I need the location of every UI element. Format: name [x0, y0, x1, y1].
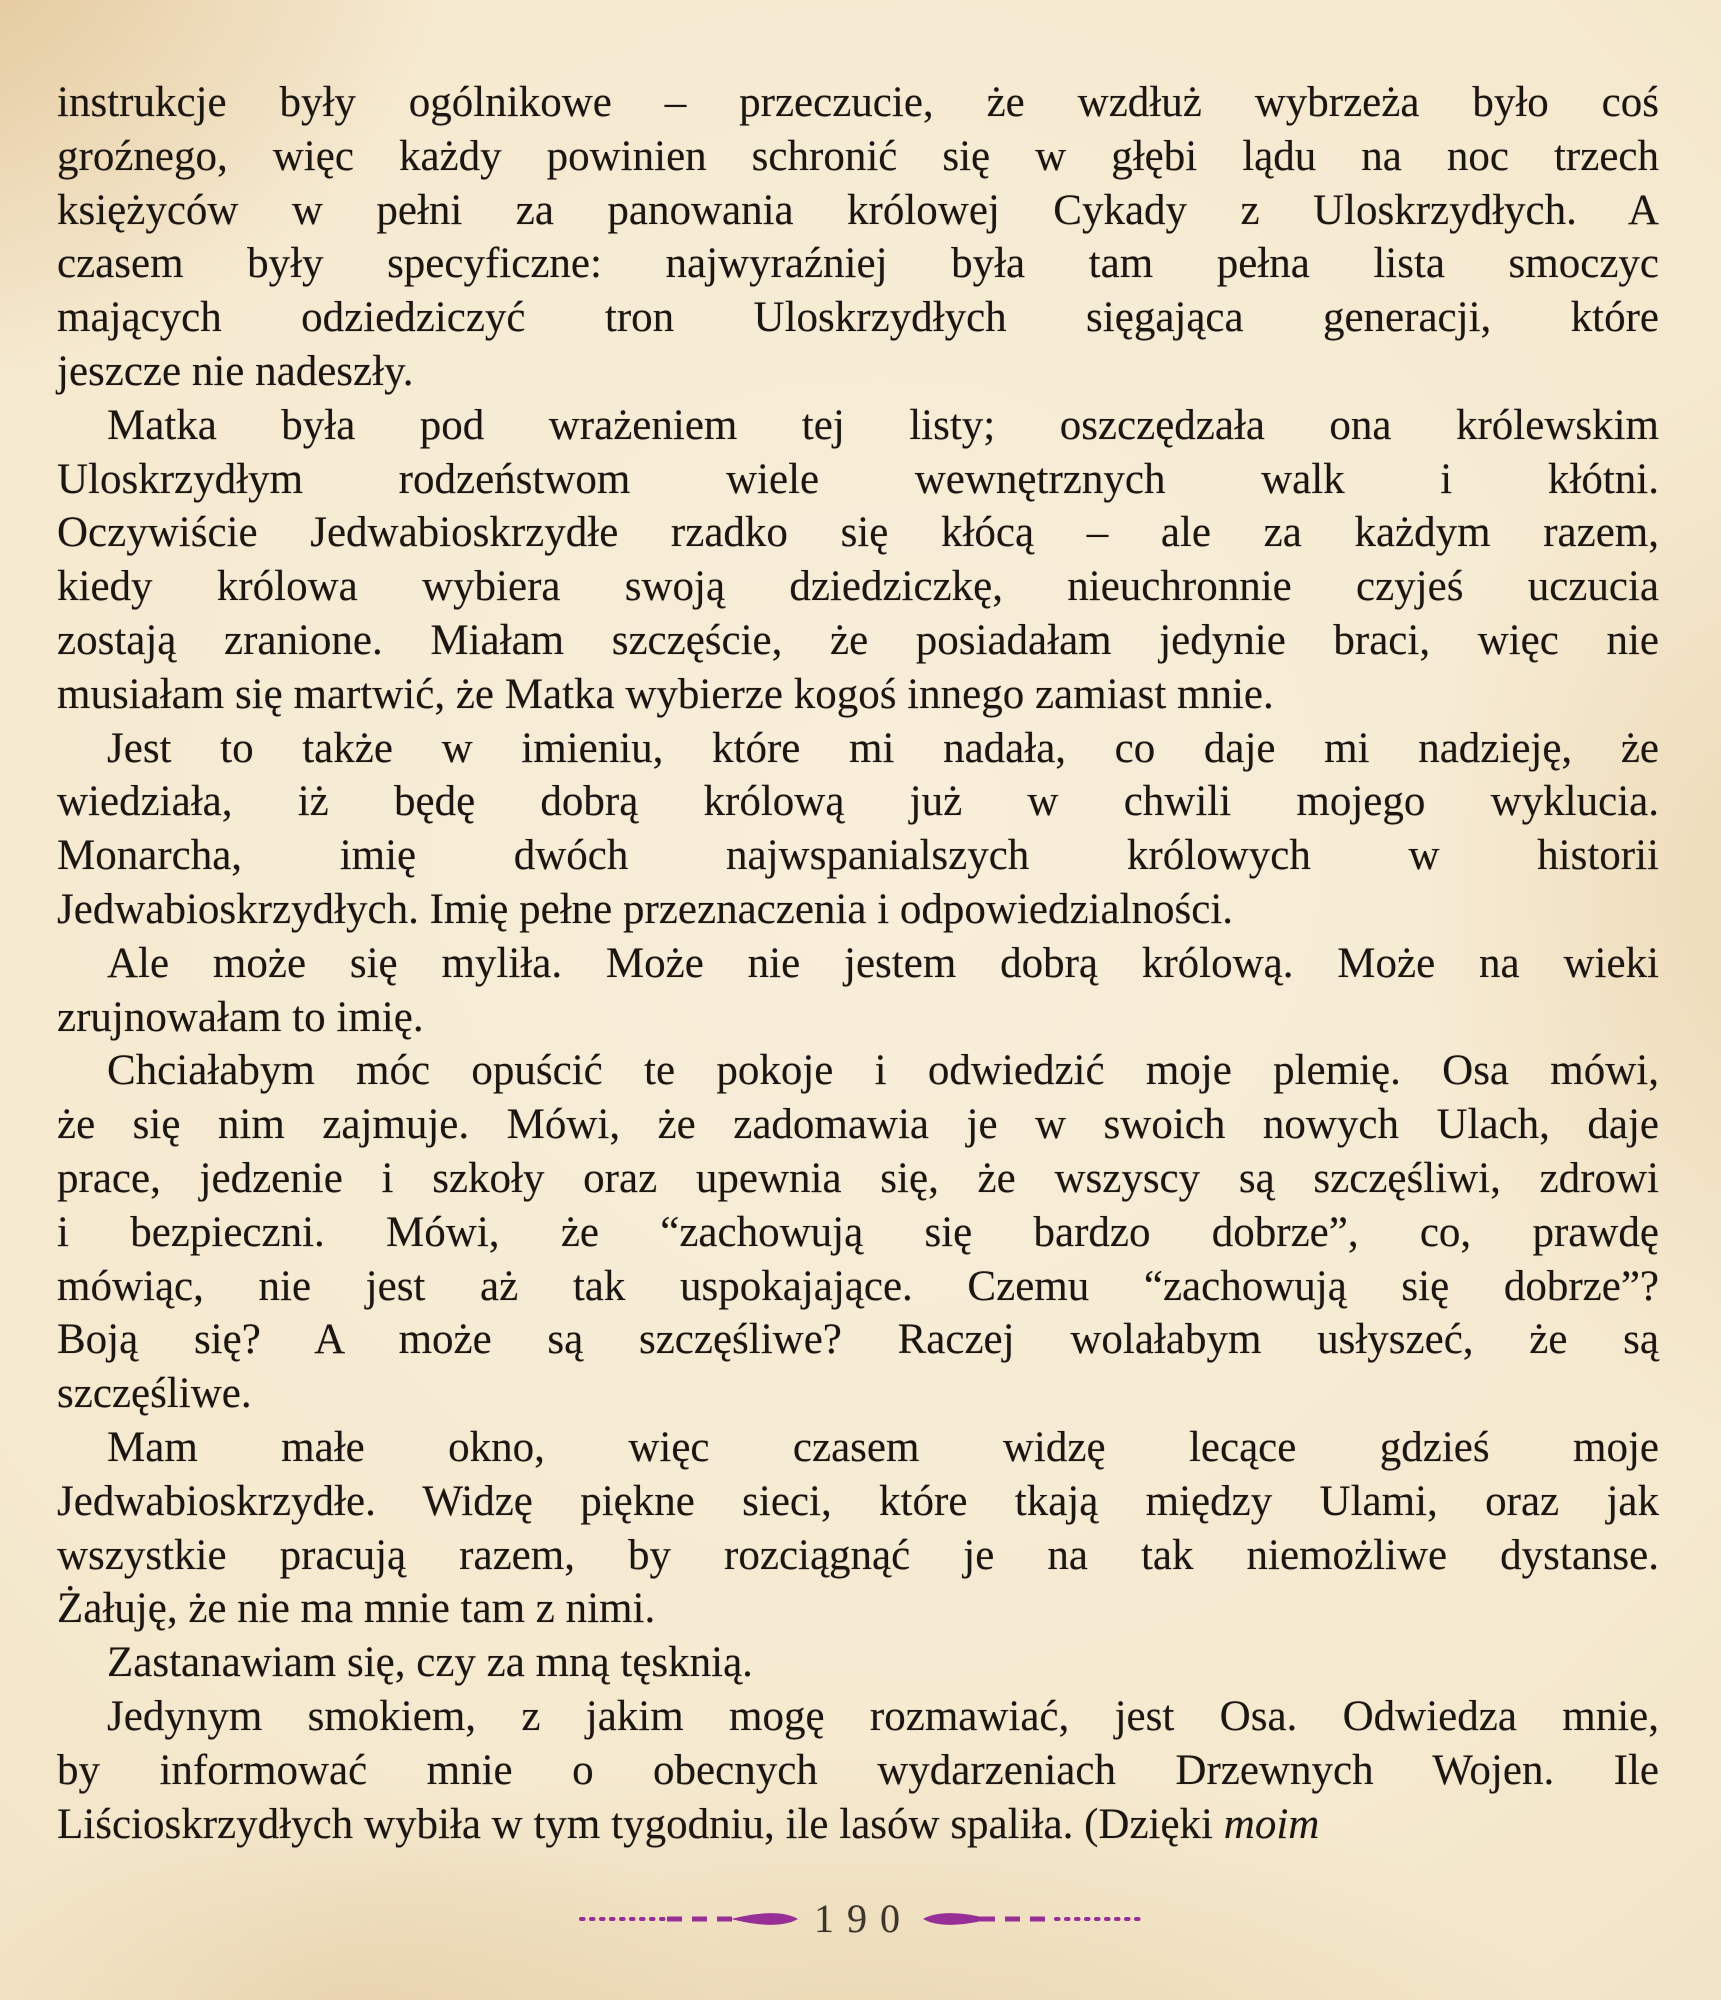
paragraph	[57, 399, 1659, 722]
text-line: Żałuję, że nie ma mnie tam z nimi.	[57, 1585, 656, 1633]
text-line: prace, jedzenie i szkoły oraz upewnia się, że wszyscy są szczęśliwi, zdrowi	[57, 1154, 1659, 1202]
text-column	[57, 76, 1659, 1851]
paragraph	[57, 1421, 1659, 1636]
divider-left-ornament-icon	[579, 1910, 801, 1928]
text-line: Zastanawiam się, czy za mną tęsknią.	[107, 1639, 753, 1687]
italic-text: moim	[1223, 1800, 1320, 1848]
text-line: kiedy królowa wybiera swoją dziedziczkę, nieuchronnie czyjeś uczucia	[57, 563, 1659, 611]
text-line: Jedwabioskrzydłe. Widzę piękne sieci, które tkają między Ulami, oraz jak	[57, 1477, 1659, 1525]
text-line: Matka była pod wrażeniem tej listy; oszczędzała ona królewskim	[107, 401, 1659, 449]
text-line: że się nim zajmuje. Mówi, że zadomawia je w swoich nowych Ulach, daje	[57, 1101, 1659, 1149]
text-line: mówiąc, nie jest aż tak uspokajające. Czemu “zachowują się dobrze”?	[57, 1262, 1659, 1310]
text-line: Mam małe okno, więc czasem widzę lecące gdzieś moje	[107, 1423, 1659, 1471]
paragraph	[57, 722, 1659, 937]
text-line: Ale może się myliła. Może nie jestem dobrą królową. Może na wieki	[107, 939, 1659, 987]
paragraph	[57, 1636, 1659, 1690]
text-line: Oczywiście Jedwabioskrzydłe rzadko się kłócą – ale za każdym razem,	[57, 509, 1659, 557]
text-line: by informować mnie o obecnych wydarzeniach Drzewnych Wojen. Ile	[57, 1746, 1659, 1794]
text-line: księżyców w pełni za panowania królowej Cykady z Uloskrzydłych. A	[57, 186, 1659, 234]
paragraph	[57, 76, 1659, 399]
paragraph	[57, 1044, 1659, 1421]
paragraph	[57, 1690, 1659, 1851]
page-footer	[0, 1896, 1721, 1941]
text-line: czasem były specyficzne: najwyraźniej była tam pełna lista smoczyc	[57, 240, 1659, 288]
text-line: mających odziedziczyć tron Uloskrzydłych sięgająca generacji, które	[57, 294, 1659, 342]
text-line: groźnego, więc każdy powinien schronić się w głębi lądu na noc trzech	[57, 132, 1659, 180]
page-number: 190	[814, 1896, 913, 1941]
text-line	[57, 1798, 1659, 1852]
text-line: wszystkie pracują razem, by rozciągnąć je na tak niemożliwe dystanse.	[57, 1531, 1659, 1579]
text-line: i bezpieczni. Mówi, że “zachowują się bardzo dobrze”, co, prawdę	[57, 1208, 1659, 1256]
text-line: szczęśliwe.	[57, 1370, 252, 1418]
text-line: Jedynym smokiem, z jakim mogę rozmawiać, jest Osa. Odwiedza mnie,	[107, 1692, 1659, 1740]
text-line: musiałam się martwić, że Matka wybierze kogoś innego zamiast mnie.	[57, 670, 1274, 718]
text-line: Jest to także w imieniu, które mi nadała, co daje mi nadzieję, że	[107, 724, 1659, 772]
text-segment: Liścioskrzydłych wybiła w tym tygodniu, ile lasów spaliła. (Dzięki	[57, 1800, 1224, 1848]
text-line: zostają zranione. Miałam szczęście, że posiadałam jedynie braci, więc nie	[57, 616, 1659, 664]
divider-right-ornament-icon	[920, 1910, 1142, 1928]
text-line: Boją się? A może są szczęśliwe? Raczej wolałabym usłyszeć, że są	[57, 1316, 1659, 1364]
text-line: instrukcje były ogólnikowe – przeczucie, że wzdłuż wybrzeża było coś	[57, 79, 1659, 126]
text-line: jeszcze nie nadeszły.	[57, 347, 414, 395]
paragraph	[57, 937, 1659, 1045]
text-line: Jedwabioskrzydłych. Imię pełne przeznaczenia i odpowiedzialności.	[57, 885, 1234, 933]
text-line: Chciałabym móc opuścić te pokoje i odwiedzić moje plemię. Osa mówi,	[107, 1047, 1659, 1095]
text-line: zrujnowałam to imię.	[57, 993, 424, 1041]
text-line: Uloskrzydłym rodzeństwom wiele wewnętrznych walk i kłótni.	[57, 455, 1659, 503]
text-line: Monarcha, imię dwóch najwspanialszych królowych w historii	[57, 832, 1659, 880]
text-line: wiedziała, iż będę dobrą królową już w chwili mojego wyklucia.	[57, 778, 1659, 826]
